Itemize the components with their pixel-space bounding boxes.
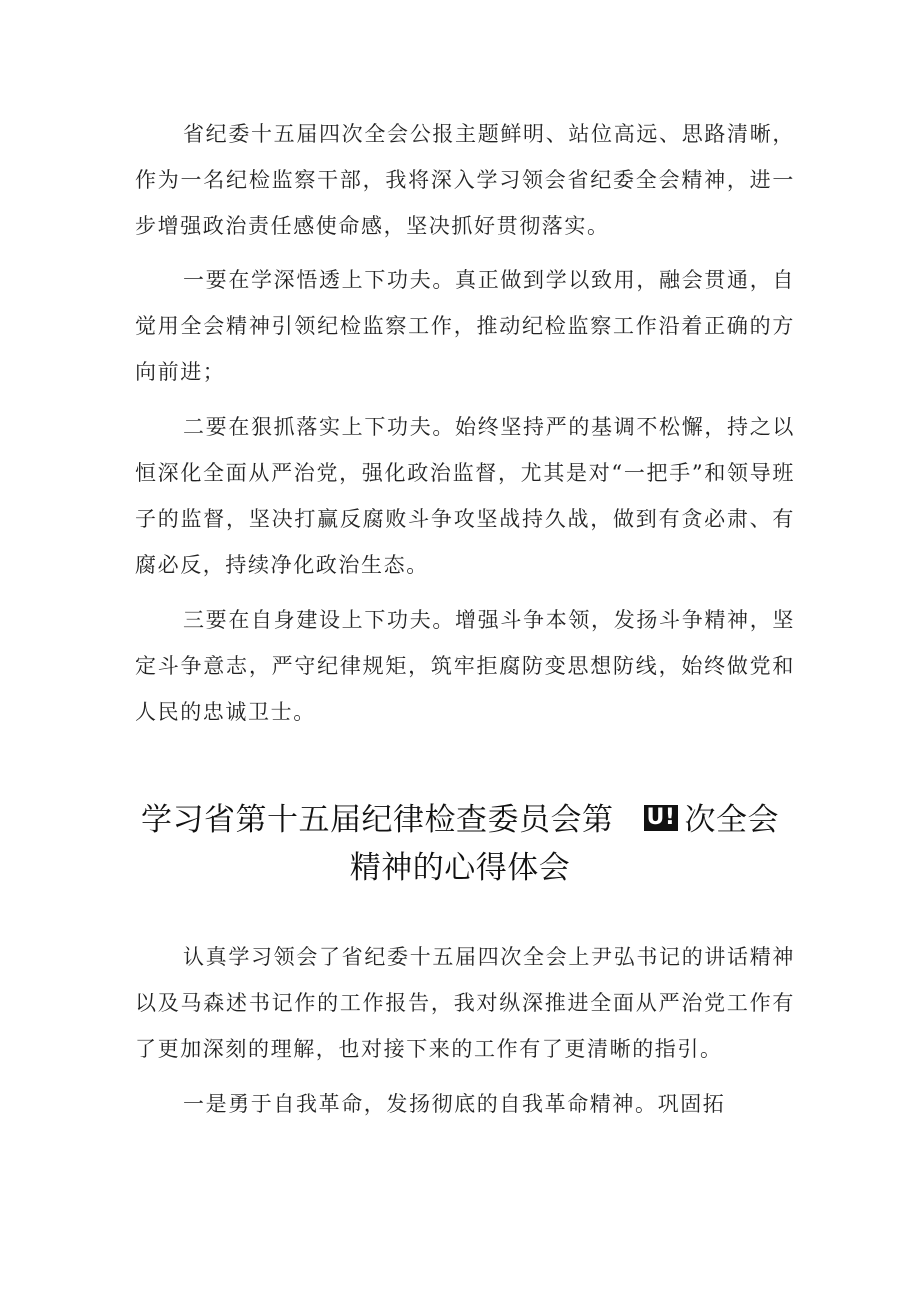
paragraph-body-point-one: 一是勇于自我革命，发扬彻底的自我革命精神。巩固拓 — [183, 1092, 726, 1116]
paragraph-point-two: 二要在狠抓落实上下功夫。始终坚持严的基调不松懈，持之以恒深化全面从严治党，强化政治监督，尤其是对“一把手”和领导班子的监督，坚决打赢反腐败斗争攻坚战持久战，做到有贪必肃、有腐必反，持续净化政治生态。 — [135, 415, 795, 577]
title-badge: U! — [644, 805, 679, 831]
article-title — [130, 796, 790, 892]
paragraph-body-intro: 认真学习领会了省纪委十五届四次全会上尹弘书记的讲话精神以及马森述书记作的工作报告，我对纵深推进全面从严治党工作有了更加深刻的理解，也对接下来的工作有了更清晰的指引。 — [135, 945, 795, 1061]
paragraph-point-one: 一要在学深悟透上下功夫。真正做到学以致用，融会贯通，自觉用全会精神引领纪检监察工作，推动纪检监察工作沿着正确的方向前进； — [135, 268, 795, 384]
paragraph-point-three: 三要在自身建设上下功夫。增强斗争本领，发扬斗争精神，坚定斗争意志，严守纪律规矩，筑牢拒腐防变思想防线，始终做党和人民的忠诚卫士。 — [135, 608, 795, 724]
title-part-2: 次全会精神的心得体会 — [349, 802, 779, 886]
paragraph-intro: 省纪委十五届四次全会公报主题鲜明、站位高远、思路清晰，作为一名纪检监察干部，我将深入学习领会省纪委全会精神，进一步增强政治责任感使命感，坚决抓好贯彻落实。 — [135, 122, 795, 238]
title-part-1: 学习省第十五届纪律检查委员会第 — [141, 802, 614, 838]
